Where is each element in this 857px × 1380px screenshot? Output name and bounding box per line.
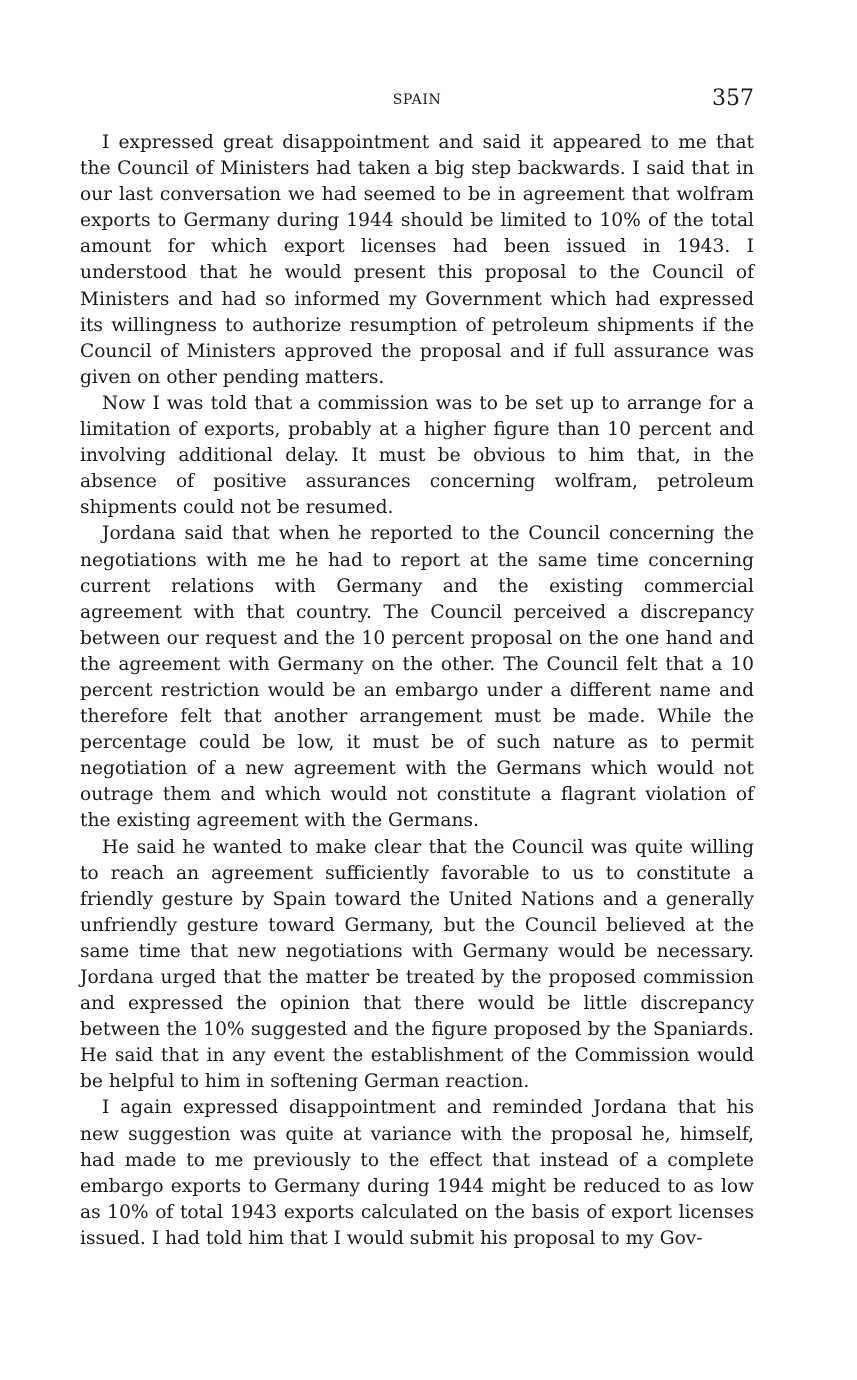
paragraph: I again expressed disappointment and reminded Jordana that his new suggestion was quite at variance with the proposal he, himself, had made to me previously to the effect that instead of a complete embargo exports to Germany during 1944 might be reduced to as low as 10% of total 1943 exports calculated on the basis of export licenses issued. I had told him that I would submit his proposal to my Gov- xyxy=(80,1097,754,1249)
paragraph: He said he wanted to make clear that the Council was quite willing to reach an agreement sufficiently favorable to us to constitute a friendly gesture by Spain toward the United Nations and a generally unfriendly gesture toward Germany, but the Council believed at the same time that new negotiations with Germany would be necessary. Jordana urged that the matter be treated by the proposed commission and expressed the opinion that there would be little discrepancy between the 10% suggested and the figure proposed by the Spaniards. He said that in any event the establishment of the Commission would be helpful to him in softening German reaction. xyxy=(80,836,754,1093)
page-number: 357 xyxy=(712,86,754,111)
paragraph: Jordana said that when he reported to the Council concerning the negotiations with me he had to report at the same time concerning current relations with Germany and the existing commercial agreement with that country. The Council perceived a discrepancy between our request and the 10 percent proposal on the one hand and the agreement with Germany on the other. The Council felt that a 10 percent restriction would be an embargo under a different name and therefore felt that another arrangement must be made. While the percentage could be low, it must be of such nature as to permit negotiation of a new agreement with the Germans which would not outrage them and which would not constitute a flagrant violation of the existing agreement with the Germans. xyxy=(80,523,754,832)
body-text xyxy=(80,130,754,1252)
paragraph: I expressed great disappointment and said it appeared to me that the Council of Ministers had taken a big step backwards. I said that in our last conversation we had seemed to be in agreement that wolfram exports to Germany during 1944 should be limited to 10% of the total amount for which export licenses had been issued in 1943. I understood that he would present this proposal to the Council of Ministers and had so informed my Government which had expressed its willingness to authorize resumption of petroleum shipments if the Council of Ministers approved the proposal and if full assurance was given on other pending matters. xyxy=(80,132,754,388)
running-head xyxy=(80,86,754,114)
paragraph: Now I was told that a commission was to be set up to arrange for a limitation of exports, probably at a higher figure than 10 percent and involving additional delay. It must be obvious to him that, in the absence of positive assurances concerning wolfram, petroleum shipments could not be resumed. xyxy=(80,392,754,519)
running-title: SPAIN xyxy=(392,92,442,108)
